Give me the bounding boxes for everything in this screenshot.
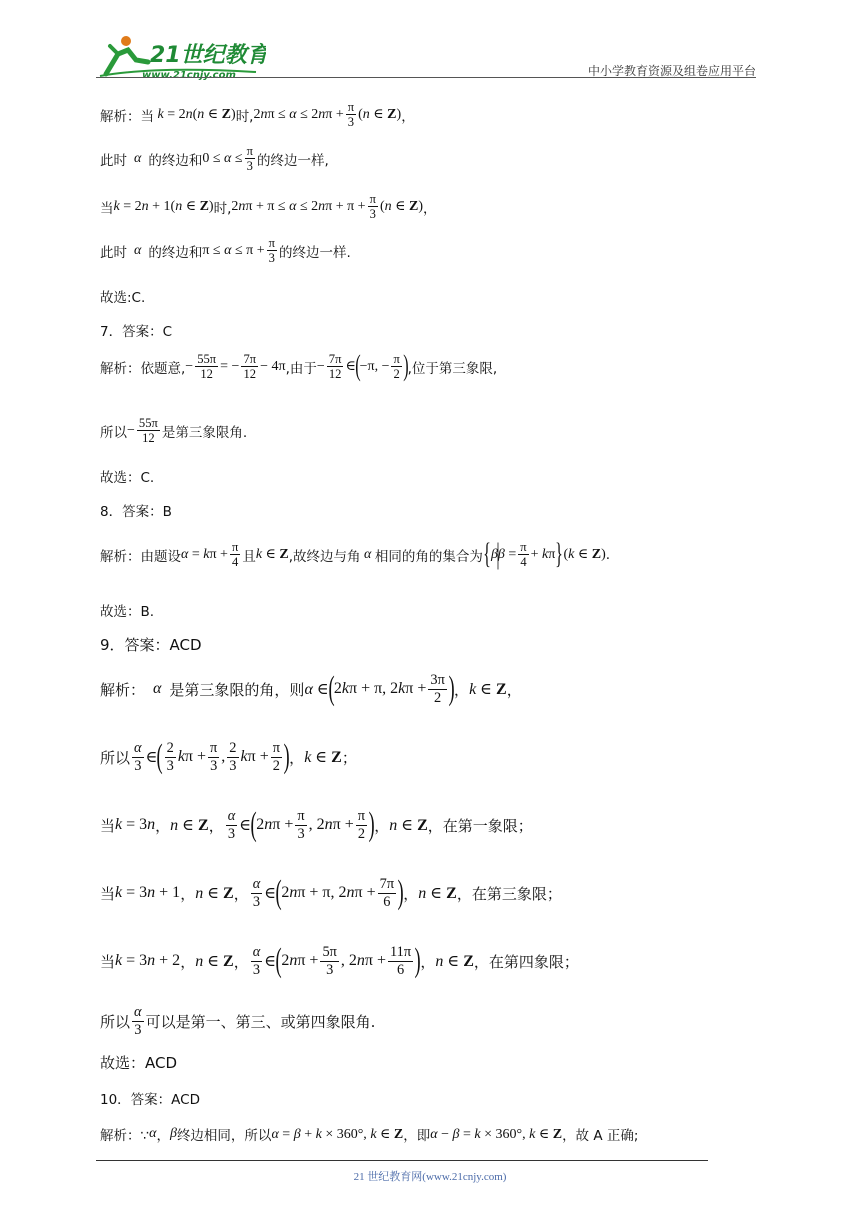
fraction: $\frac{\pi}{3}$ bbox=[297, 808, 305, 842]
line-2: 此时 α 的终边和 0 ≤ α ≤ $\frac{\pi}{3}$ 的终边一样, bbox=[100, 144, 329, 174]
line-9: 故选：C. bbox=[100, 470, 155, 486]
fraction: $\frac{7\pi}{12}$ bbox=[328, 352, 342, 382]
fraction: $\frac{\pi}{3}$ bbox=[210, 740, 218, 774]
fraction: $\frac{\alpha}{3}$ bbox=[134, 1004, 142, 1038]
line-8: 所以 − $\frac{55\pi}{12}$ 是第三象限角. bbox=[100, 416, 248, 446]
fraction: $\frac{11\pi}{6}$ bbox=[390, 944, 412, 978]
line-5: 故选:C. bbox=[100, 290, 146, 306]
footer-divider bbox=[96, 1160, 708, 1161]
page-header bbox=[96, 30, 756, 82]
line-18: 当 k = 3n + 2 ， n ∈ Z ， $\frac{\alpha}{3}$ ∈ ( 2nπ + $\frac{5\pi}{3}$ , 2nπ + $\frac{11\pi}{6}$ ) ， n ∈ Z ，在第四象限； bbox=[100, 942, 579, 980]
svg-text:www.21cnjy.com: www.21cnjy.com bbox=[142, 70, 236, 80]
fraction: $\frac{\pi}{3}$ bbox=[268, 236, 275, 266]
fraction: $\frac{\pi}{3}$ bbox=[246, 144, 253, 174]
fraction: $\frac{55\pi}{12}$ bbox=[197, 352, 217, 382]
math: k = 2n(n ∈ Z) bbox=[157, 107, 236, 123]
line-1: 解析：当 k = 2n(n ∈ Z) 时, 2nπ ≤ α ≤ 2nπ + $\frac{\pi}{3}$ (n ∈ Z) ， bbox=[100, 100, 415, 130]
fraction: $\frac{\pi}{4}$ bbox=[231, 540, 239, 570]
line-19: 所以 $\frac{\alpha}{3}$ 可以是第一、第三、或第四象限角. bbox=[100, 1004, 376, 1038]
line-15: 所以 $\frac{\alpha}{3}$ ∈ ( $\frac{2}{3}$ kπ + $\frac{\pi}{3}$ , $\frac{2}{3}$ kπ + $\frac{\pi}{2}$ ) ， k ∈ Z ； bbox=[100, 738, 357, 776]
line-12: 故选：B. bbox=[100, 604, 155, 620]
fraction: $\frac{\pi}{2}$ bbox=[357, 808, 366, 842]
fraction: $\frac{\pi}{2}$ bbox=[393, 352, 400, 382]
fraction: $\frac{7\pi}{12}$ bbox=[243, 352, 257, 382]
fraction: $\frac{\alpha}{3}$ bbox=[134, 740, 142, 774]
svg-text:21世纪教育: 21世纪教育 bbox=[150, 43, 266, 68]
fraction: $\frac{2}{3}$ bbox=[229, 740, 237, 774]
line-16: 当 k = 3n ， n ∈ Z ， $\frac{\alpha}{3}$ ∈ ( 2nπ + $\frac{\pi}{3}$ , 2nπ + $\frac{\pi}{2}$ ) ， n ∈ Z ，在第一象限； bbox=[100, 806, 533, 844]
fraction: $\frac{\pi}{2}$ bbox=[272, 740, 280, 774]
line-7: 解析：依题意, − $\frac{55\pi}{12}$ = − $\frac{7\pi}{12}$ − 4π ,由于 − $\frac{7\pi}{12}$ ∈ ( −π, − $\frac{\pi}{2}$ ) ,位于第三象限, bbox=[100, 350, 498, 383]
site-logo[interactable] bbox=[96, 32, 266, 80]
line-13: 9．答案：ACD bbox=[100, 636, 202, 654]
fraction: $\frac{55\pi}{12}$ bbox=[138, 416, 158, 446]
fraction: $\frac{5\pi}{3}$ bbox=[322, 944, 337, 978]
line-4: 此时 α 的终边和 π ≤ α ≤ π + $\frac{\pi}{3}$ 的终边一样. bbox=[100, 236, 351, 266]
fraction: $\frac{\pi}{3}$ bbox=[369, 192, 376, 222]
fraction: $\frac{2}{3}$ bbox=[166, 740, 174, 774]
fraction: $\frac{3\pi}{2}$ bbox=[430, 672, 445, 706]
fraction: $\frac{7\pi}{6}$ bbox=[379, 876, 395, 910]
line-21: 10．答案：ACD bbox=[100, 1092, 200, 1108]
fraction: $\frac{\alpha}{3}$ bbox=[252, 876, 261, 910]
header-divider bbox=[96, 77, 756, 78]
math: 2nπ ≤ α ≤ 2nπ + bbox=[253, 106, 344, 122]
line-6: 7．答案：C bbox=[100, 324, 173, 340]
fraction: $\frac{\pi}{4}$ bbox=[520, 540, 527, 570]
line-17: 当 k = 3n + 1 ， n ∈ Z ， $\frac{\alpha}{3}$ ∈ ( 2nπ + π, 2nπ + $\frac{7\pi}{6}$ ) ， n ∈ Z ，在第三象限； bbox=[100, 874, 562, 912]
math: (n ∈ Z) bbox=[358, 107, 402, 123]
line-14: 解析： α 是第三象限的角，则 α ∈ ( 2kπ + π, 2kπ + $\frac{3\pi}{2}$ ) ， k ∈ Z ， bbox=[100, 670, 522, 708]
line-11: 解析：由题设 α = kπ + $\frac{\pi}{4}$ 且 k ∈ Z ,故终边与角 α 相同的角的集合为 { β | β = $\frac{\pi}{4}$ + kπ } (k ∈ Z) . bbox=[100, 538, 611, 571]
line-20: 故选：ACD bbox=[100, 1054, 178, 1072]
fraction: $\frac{\pi}{3}$ bbox=[347, 100, 355, 130]
line-10: 8．答案：B bbox=[100, 504, 172, 520]
fraction: $\frac{\alpha}{3}$ bbox=[252, 944, 261, 978]
line-22: 解析：∵ α ， β 终边相同，所以 α = β + k × 360°, k ∈ Z ，即 α − β = k × 360°, k ∈ Z ，故 A 正确; bbox=[100, 1126, 639, 1144]
footer-link[interactable]: 21 世纪教育网(www.21cnjy.com) bbox=[353, 1171, 507, 1183]
line-3: 当 k = 2n + 1(n ∈ Z) 时, 2nπ + π ≤ α ≤ 2nπ + π + $\frac{\pi}{3}$ (n ∈ Z) ， bbox=[100, 192, 437, 222]
fraction: $\frac{\alpha}{3}$ bbox=[227, 808, 236, 842]
header-tagline: 中小学教育资源及组卷应用平台 bbox=[587, 64, 756, 78]
